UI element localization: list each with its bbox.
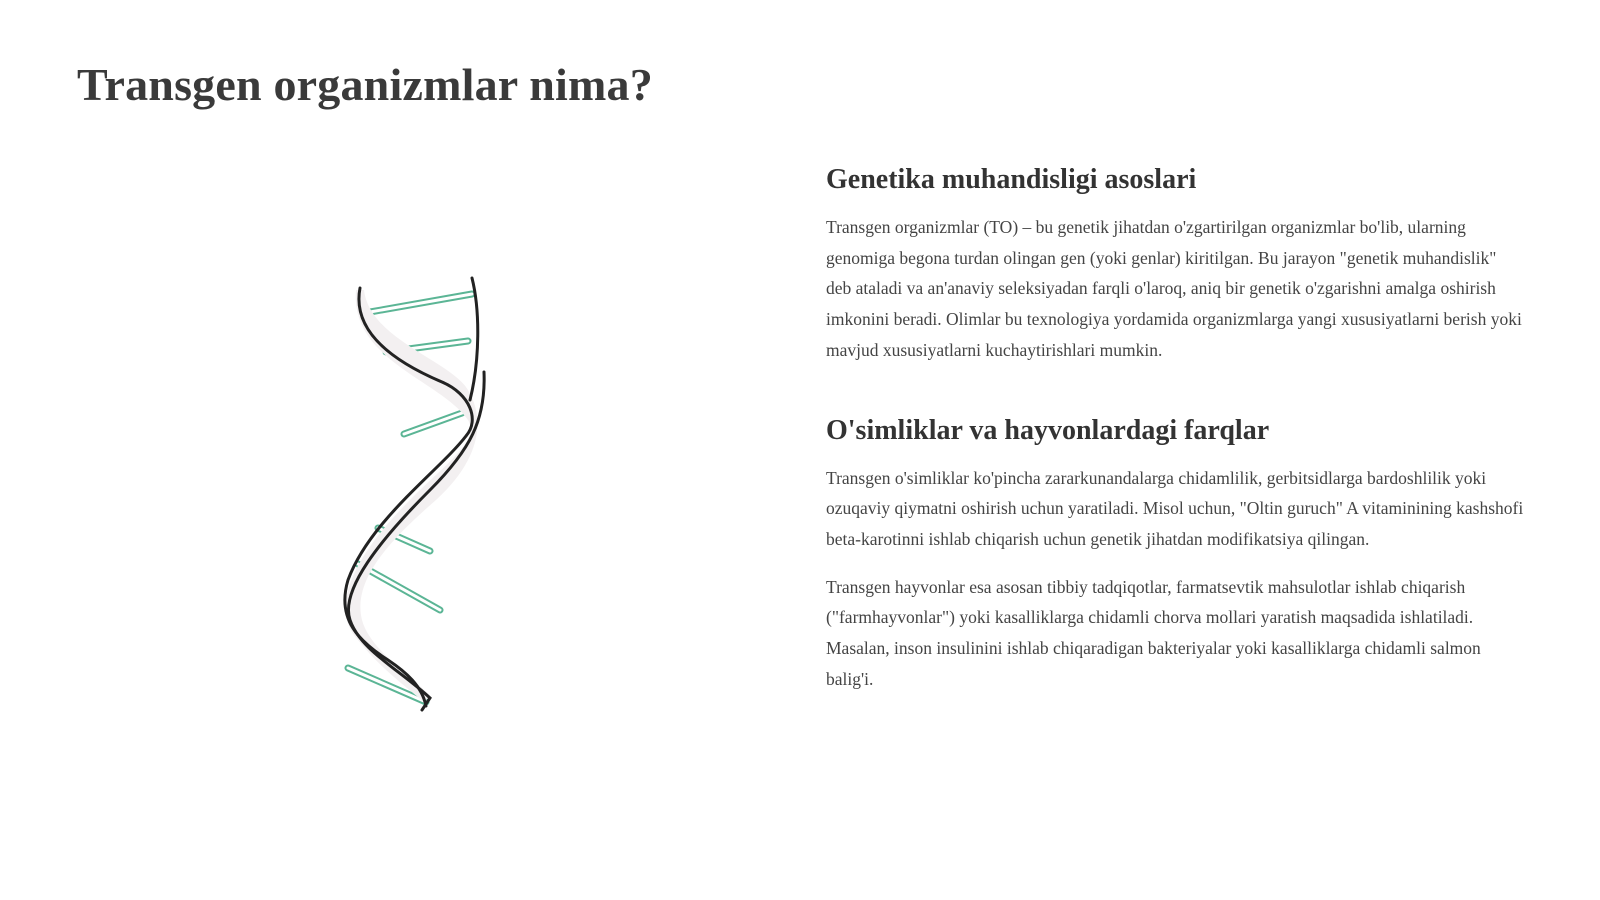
helix-ribbon [346,290,478,702]
dna-helix-icon [330,270,510,730]
slide-title: Transgen organizmlar nima? [77,59,653,110]
section-heading: Genetika muhandisligi asoslari [826,164,1197,195]
section-paragraph: Transgen o'simliklar ko'pincha zararkunandalarga chidamlilik, gerbitsidlarga bardoshlilik yoki ozuqaviy qiymatni oshirish uchun yaratiladi. Misol uchun, "Oltin guruch" A vitaminining kashshofi beta-karotinni ishlab chiqarish uchun genetik jihatdan modifikatsiya qilingan. [826,467,1524,549]
section-genetic-engineering [826,158,1526,366]
section-paragraph: Transgen organizmlar (TO) – bu genetik jihatdan o'zgartirilgan organizmlar bo'lib, ularning genomiga begona turdan olingan gen (yoki genlar) kiritilgan. Bu jarayon "genetik muhandislik" deb ataladi va an'anaviy seleksiyadan farqli o'laroq, aniq bir genetik o'zgarishni amalga oshirish imkonini beradi. Olimlar bu texnologiya yordamida organizmlarga yangi xususiyatlarni berish yoki mavjud xususiyatlarni kuchaytirishlari mumkin. [826,217,1522,360]
content-column [826,158,1526,694]
dna-helix-drawing [330,270,510,730]
section-plants-animals [826,409,1526,695]
section-paragraph: Transgen hayvonlar esa asosan tibbiy tadqiqotlar, farmatsevtik mahsulotlar ishlab chiqarish ("farmhayvonlar") yoki kasalliklarga chidamli chorva mollari yaratish maqsadida ishlatiladi. Masalan, inson insulinini ishlab chiqaradigan bakteriyalar yoki kasalliklarga chidamli salmon balig'i. [826,576,1481,689]
section-heading: O'simliklar va hayvonlardagi farqlar [826,414,1270,446]
